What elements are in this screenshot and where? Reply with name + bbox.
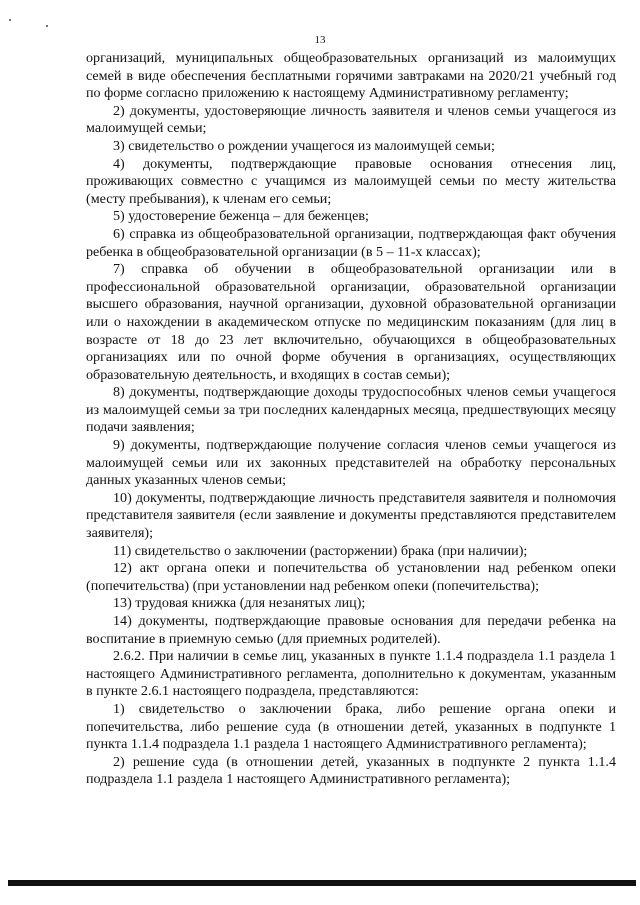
scan-speck bbox=[9, 19, 11, 21]
list-item-11: 11) свидетельство о заключении (расторжении) брака (при наличии); bbox=[113, 542, 528, 559]
list-item-13: 13) трудовая книжка (для незанятых лиц); bbox=[113, 595, 366, 612]
paragraph-continuation: организаций, муниципальных общеобразовательных организаций из малоимущих семей в виде обеспечения бесплатными горячими завтраками на 2020/21 учебный год по форме согласно приложению к настоящему Административному регламенту; bbox=[86, 50, 616, 102]
subitem-2: 2) решение суда (в отношении детей, указанных в подпункте 2 пункта 1.1.4 подраздела 1.1 раздела 1 настоящего Административного регламента); bbox=[86, 753, 616, 788]
list-item-5: 5) удостоверение беженца – для беженцев; bbox=[113, 208, 369, 225]
list-item-9: 9) документы, подтверждающие получение согласия членов семьи учащегося из малоимущей семьи или их законных представителей на обработку персональных данных указанных членов семьи; bbox=[86, 437, 616, 489]
list-item-6: 6) справка из общеобразовательной организации, подтверждающая факт обучения ребенка в общеобразовательной организации (в 5 – 11-х классах); bbox=[86, 225, 616, 260]
list-item-10: 10) документы, подтверждающие личность представителя заявителя и полномочия представителя заявителя (если заявление и документы представляются представителем заявителя); bbox=[86, 489, 616, 542]
list-item-12: 12) акт органа опеки и попечительства об установлении над ребенком опеки (попечительства) (при установлении над ребенком опеки (попечительства); bbox=[86, 560, 616, 594]
subitem-1: 1) свидетельство о заключении брака, либо решение органа опеки и попечительства, либо решение суда (в отношении детей, указанных в подпункте 1 пункта 1.1.4 подраздела 1.1 раздела 1 настоящего Административного регламента); bbox=[86, 700, 616, 753]
list-item-4: 4) документы, подтверждающие правовые основания отнесения лиц, проживающих совместно с учащимся из малоимущей семьи по месту жительства (месту пребывания), к членам его семьи; bbox=[86, 155, 616, 207]
list-item-8: 8) документы, подтверждающие доходы трудоспособных членов семьи учащегося из малоимущей семьи за три последних календарных месяца, предшествующих месяцу подачи заявления; bbox=[86, 384, 616, 436]
section-2-6-2: 2.6.2. При наличии в семье лиц, указанных в пункте 1.1.4 подраздела 1.1 раздела 1 настоящего Административного регламента, дополнительно к документам, указанным в пункте 2.6.1 настоящего подраздела, представляются: bbox=[86, 648, 616, 700]
scan-speck bbox=[46, 25, 48, 27]
list-item-3: 3) свидетельство о рождении учащегося из малоимущей семьи; bbox=[113, 137, 495, 154]
page-number: 13 bbox=[314, 34, 326, 46]
list-item-7: 7) справка об обучении в общеобразовательной организации или в профессиональной образовательной организации, образовательной организации высшего образования, научной организации, духовной образовательной организации или о нахождении в академическом отпуске по медицинским показаниям (для лиц в возрасте от 18 до 23 лет включительно, обучающихся в общеобразовательных организациях или по очной форме обучения в организациях, осуществляющих образовательную деятельность, и входящих в состав семьи); bbox=[86, 261, 616, 383]
document-body bbox=[86, 50, 616, 789]
list-item-14: 14) документы, подтверждающие правовые основания для передачи ребенка на воспитание в приемную семью (для приемных родителей). bbox=[86, 613, 616, 647]
list-item-2: 2) документы, удостоверяющие личность заявителя и членов семьи учащегося из малоимущей семьи; bbox=[86, 102, 616, 137]
scan-bottom-edge bbox=[8, 880, 636, 886]
